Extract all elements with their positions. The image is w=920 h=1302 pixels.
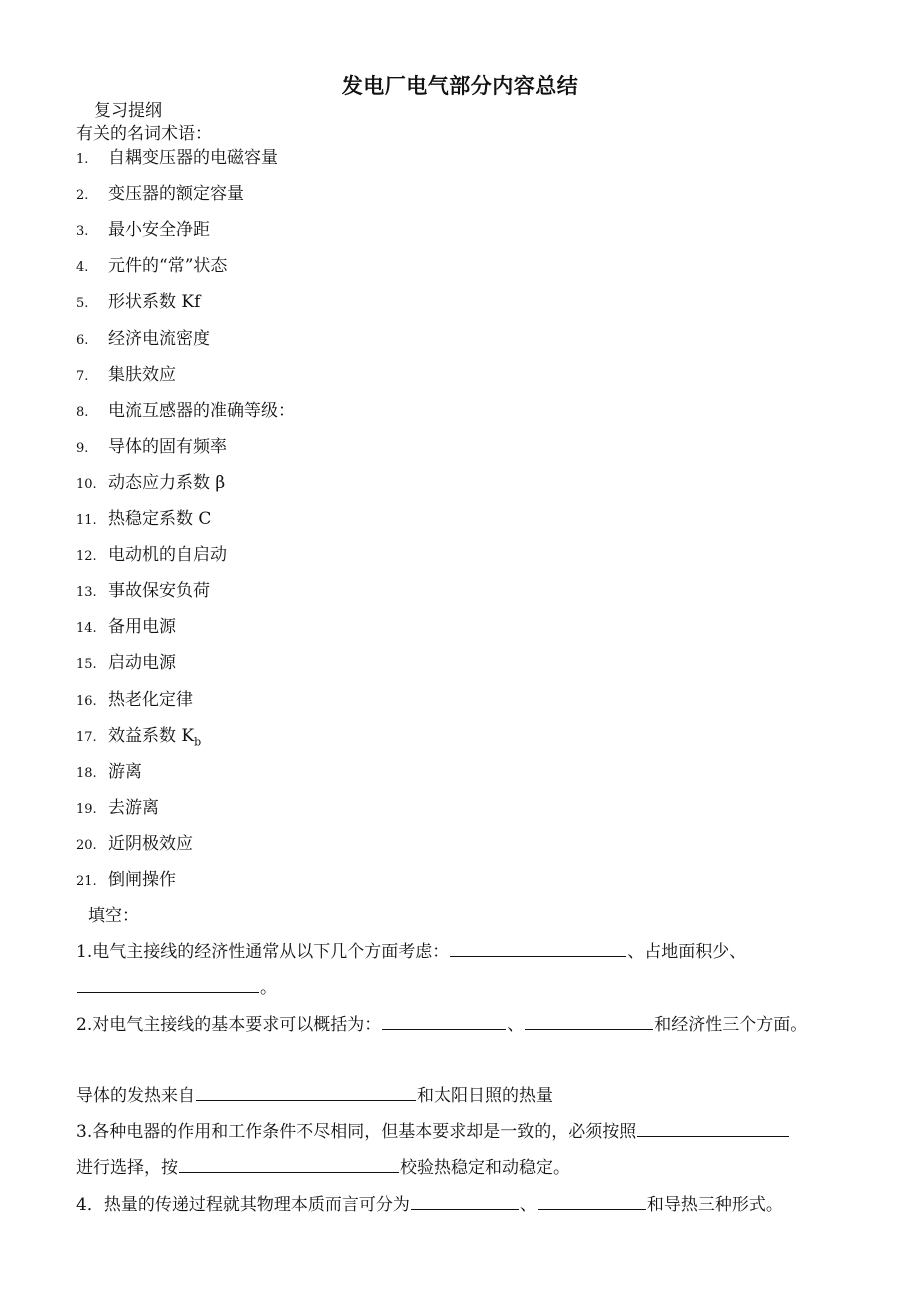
term-text: 最小安全净距 [108, 220, 210, 241]
term-number: 7. [76, 368, 89, 384]
question-3-line-2 [76, 1156, 570, 1180]
answer-blank [450, 940, 626, 957]
term-text: 自耦变压器的电磁容量 [108, 148, 278, 168]
term-text: 倒闸操作 [108, 870, 176, 890]
heat-source-text: 导体的发热来自 [76, 1086, 195, 1106]
term-item [76, 399, 295, 423]
term-number: 12. [76, 549, 97, 565]
heat-source-text-b: 和太阳日照的热量 [417, 1086, 553, 1106]
question-2-sep: 、 [507, 1015, 525, 1035]
term-text: 经济电流密度 [108, 328, 210, 349]
term-item [76, 868, 176, 892]
question-1-line-2 [76, 976, 277, 1000]
term-number: 5. [76, 296, 89, 312]
term-text: 热稳定系数 C [108, 509, 212, 529]
term-number: 10. [76, 476, 97, 492]
answer-blank [637, 1120, 789, 1137]
term-item [76, 254, 227, 278]
term-text: 元件的“常”状态 [108, 256, 228, 277]
question-3-line-1 [76, 1120, 790, 1144]
answer-blank [382, 1013, 506, 1030]
term-text: 游离 [108, 761, 142, 782]
term-number: 17. [76, 729, 97, 745]
fill-heading: 填空： [88, 906, 139, 926]
term-number: 20. [76, 837, 97, 853]
question-4-text: 4．热量的传递过程就其物理本质而言可分为 [76, 1195, 410, 1215]
term-item [76, 651, 176, 675]
term-item [76, 796, 159, 820]
answer-blank [77, 976, 259, 993]
term-number: 19. [76, 801, 97, 817]
question-3-text-b: 进行选择，按 [76, 1158, 178, 1178]
term-number: 8. [76, 404, 89, 420]
term-item [76, 327, 210, 351]
question-4-text-c: 和导热三种形式。 [646, 1195, 783, 1215]
question-4 [76, 1193, 783, 1217]
term-number: 13. [76, 585, 97, 601]
term-item [76, 832, 193, 856]
term-item [76, 724, 201, 748]
term-item [76, 182, 244, 206]
term-number: 11. [76, 513, 97, 528]
term-item [76, 363, 176, 387]
answer-blank [411, 1193, 519, 1210]
question-4-sep: 、 [519, 1195, 537, 1215]
term-subscript: b [194, 734, 202, 748]
term-text: 事故保安负荷 [108, 581, 210, 602]
terms-heading: 有关的名词术语： [76, 124, 212, 144]
term-text: 近阴极效应 [108, 833, 193, 854]
term-item [76, 471, 225, 495]
answer-blank [538, 1193, 646, 1210]
term-item [76, 435, 227, 459]
term-item [76, 146, 278, 170]
page-title: 发电厂电气部分内容总结 [341, 74, 579, 98]
term-item [76, 507, 211, 531]
term-item [76, 579, 210, 603]
term-number: 14. [76, 621, 97, 637]
term-number: 1. [76, 152, 89, 167]
heat-source-line [76, 1084, 553, 1108]
term-text: 电流互感器的准确等级： [108, 400, 295, 421]
answer-blank [179, 1156, 399, 1173]
term-text: 导体的固有频率 [108, 436, 227, 457]
question-1-text: 1.电气主接线的经济性通常从以下几个方面考虑： [76, 942, 450, 962]
term-number: 2. [76, 188, 89, 204]
term-item [76, 543, 227, 567]
answer-blank [525, 1013, 653, 1030]
term-text: 集肤效应 [108, 364, 176, 385]
term-number: 18. [76, 765, 97, 781]
term-item [76, 688, 193, 712]
term-item [76, 760, 142, 784]
term-text: 启动电源 [108, 653, 176, 674]
term-item [76, 218, 210, 242]
question-3-text-c: 校验热稳定和动稳定。 [400, 1158, 570, 1178]
term-text: 备用电源 [108, 617, 176, 638]
term-number: 15. [76, 657, 97, 673]
term-number: 6. [76, 332, 89, 348]
term-number: 3. [76, 224, 89, 240]
question-3-text: 3.各种电器的作用和工作条件不尽相同，但基本要求却是一致的，必须按照 [76, 1122, 637, 1142]
question-1-end: 。 [260, 978, 277, 998]
term-text: 去游离 [108, 797, 159, 818]
term-number: 9. [76, 440, 89, 456]
term-number: 21. [76, 874, 97, 889]
term-number: 4. [76, 260, 89, 276]
term-item [76, 615, 176, 639]
term-text: 变压器的额定容量 [108, 184, 244, 205]
term-text: 动态应力系数 β [108, 472, 226, 493]
term-text: 形状系数 Kf [108, 292, 201, 313]
question-2 [76, 1013, 807, 1037]
answer-blank [196, 1084, 416, 1101]
term-text: 电动机的自启动 [108, 545, 227, 566]
term-number: 16. [76, 693, 97, 709]
outline-label: 复习提纲 [94, 101, 162, 121]
question-2-text: 2.对电气主接线的基本要求可以概括为： [76, 1015, 382, 1035]
question-1-line-1 [76, 940, 746, 964]
question-1-text-b: 、占地面积少、 [627, 942, 747, 962]
question-2-text-c: 和经济性三个方面。 [654, 1015, 808, 1035]
term-text: 热老化定律 [108, 689, 193, 710]
term-item [76, 290, 200, 314]
term-text: 效益系数 K [108, 725, 195, 746]
